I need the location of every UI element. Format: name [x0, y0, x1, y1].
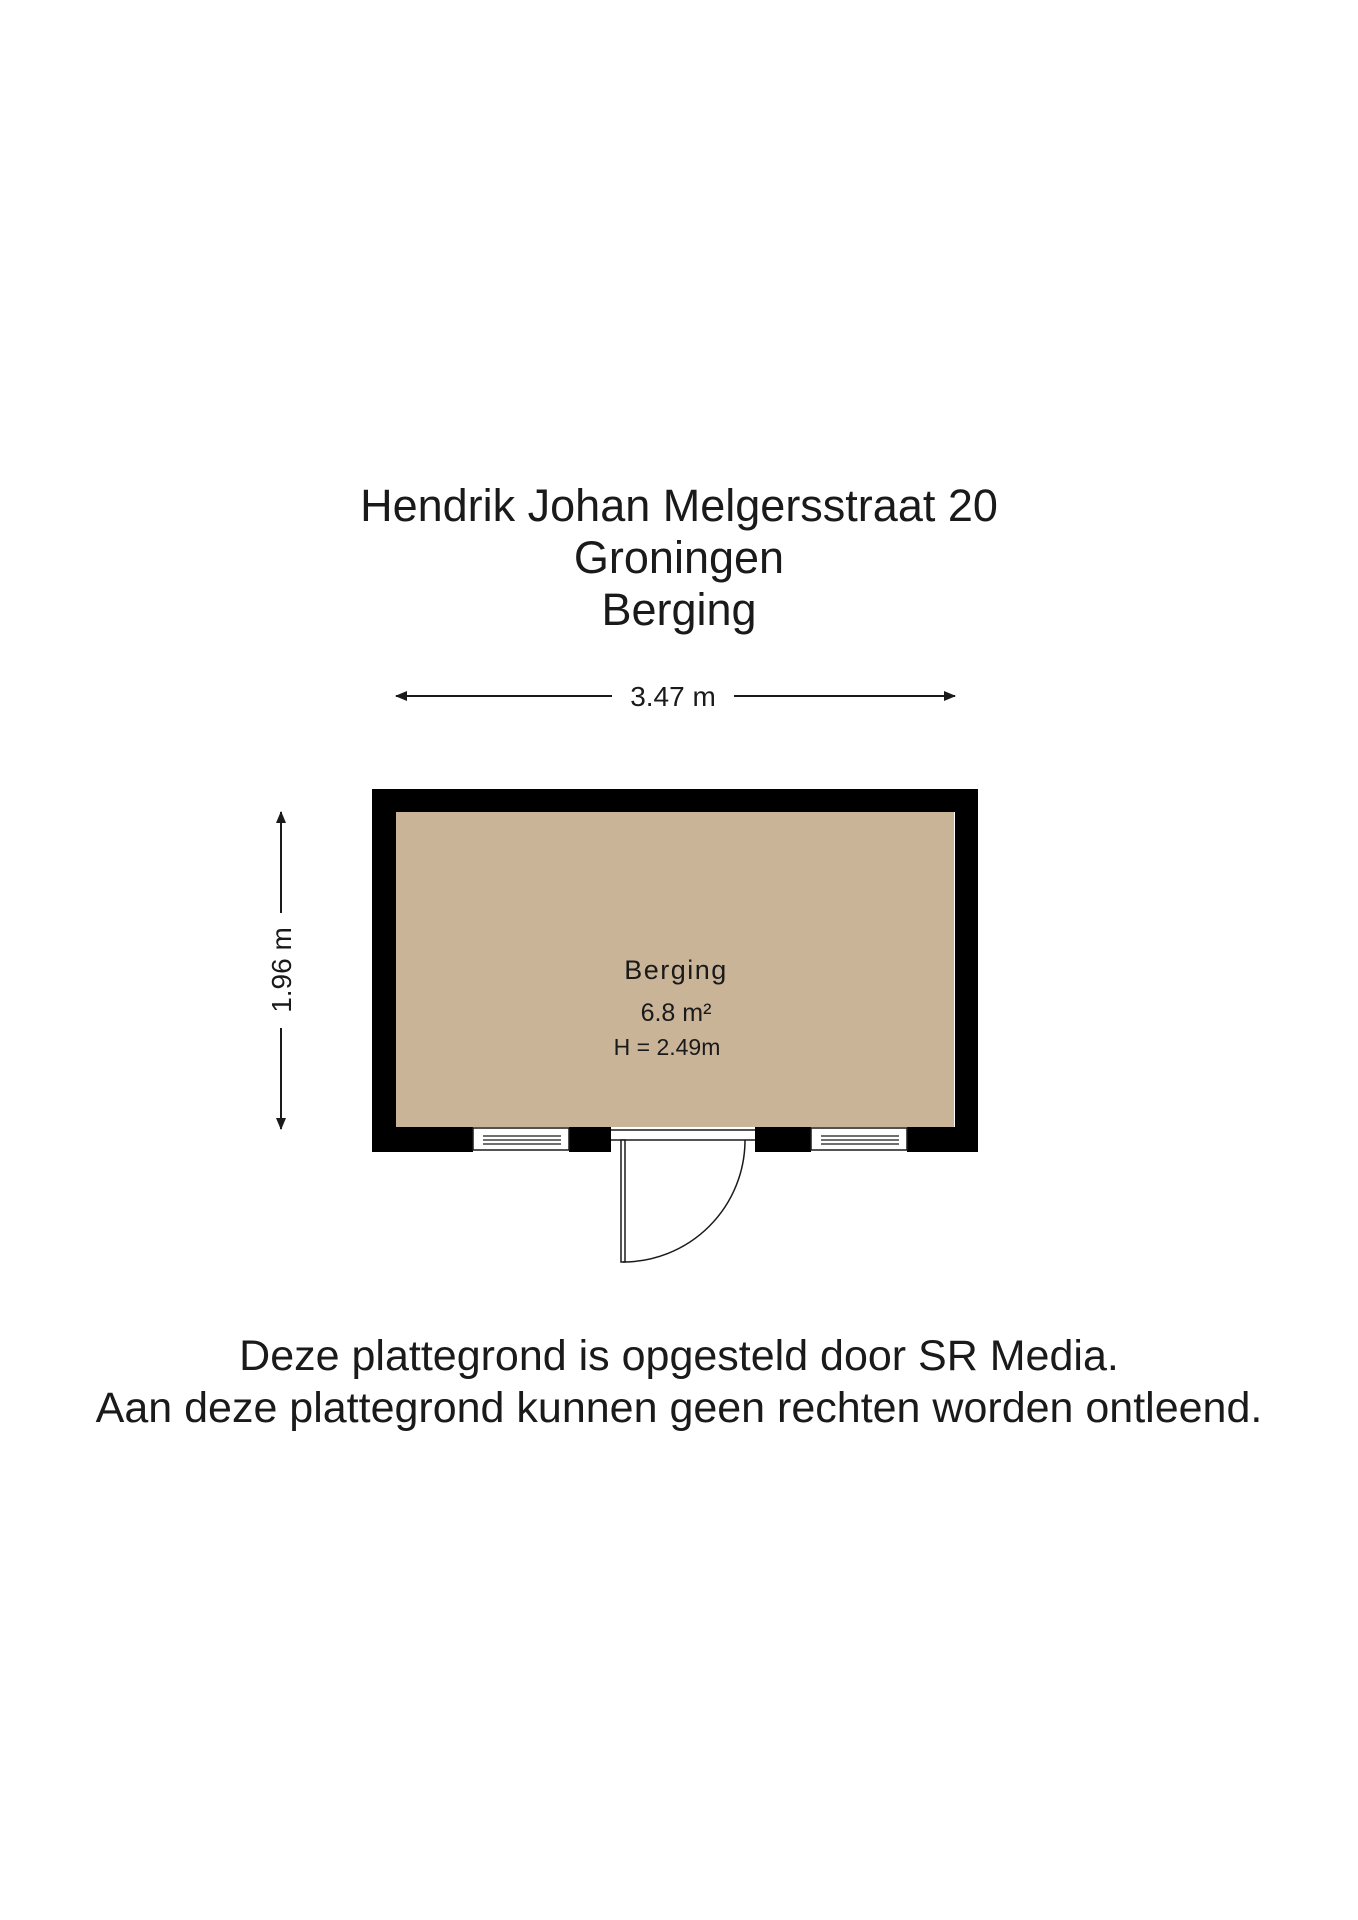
wall-bottom-right	[907, 1127, 978, 1152]
depth-dimension-label: 1.96 m	[266, 927, 297, 1013]
wall-left	[372, 789, 396, 1152]
width-dimension	[396, 681, 955, 712]
door-leaf	[621, 1140, 625, 1262]
wall-bottom-pier-1	[569, 1127, 611, 1152]
room-height: H = 2.49m	[613, 1034, 721, 1060]
window-left	[473, 1128, 569, 1150]
disclaimer	[0, 1330, 1358, 1434]
width-dimension-label: 3.47 m	[630, 681, 716, 712]
door	[611, 1128, 755, 1262]
disclaimer-line-1: Deze plattegrond is opgesteld door SR Media.	[239, 1332, 1119, 1380]
door-opening	[611, 1128, 755, 1150]
window-right	[811, 1128, 907, 1150]
room-name: Berging	[624, 955, 728, 985]
room-area: 6.8 m²	[640, 999, 712, 1027]
floor-title: Berging	[601, 584, 757, 635]
wall-bottom-left	[372, 1127, 473, 1152]
address-title: Hendrik Johan Melgersstraat 20	[360, 480, 998, 531]
wall-top	[372, 789, 978, 812]
wall-right	[955, 789, 978, 1152]
city-title: Groningen	[573, 532, 785, 583]
disclaimer-line-2: Aan deze plattegrond kunnen geen rechten worden ontleend.	[95, 1384, 1263, 1432]
door-swing-arc	[623, 1140, 745, 1262]
depth-dimension	[266, 812, 297, 1129]
wall-bottom-pier-2	[755, 1127, 811, 1152]
